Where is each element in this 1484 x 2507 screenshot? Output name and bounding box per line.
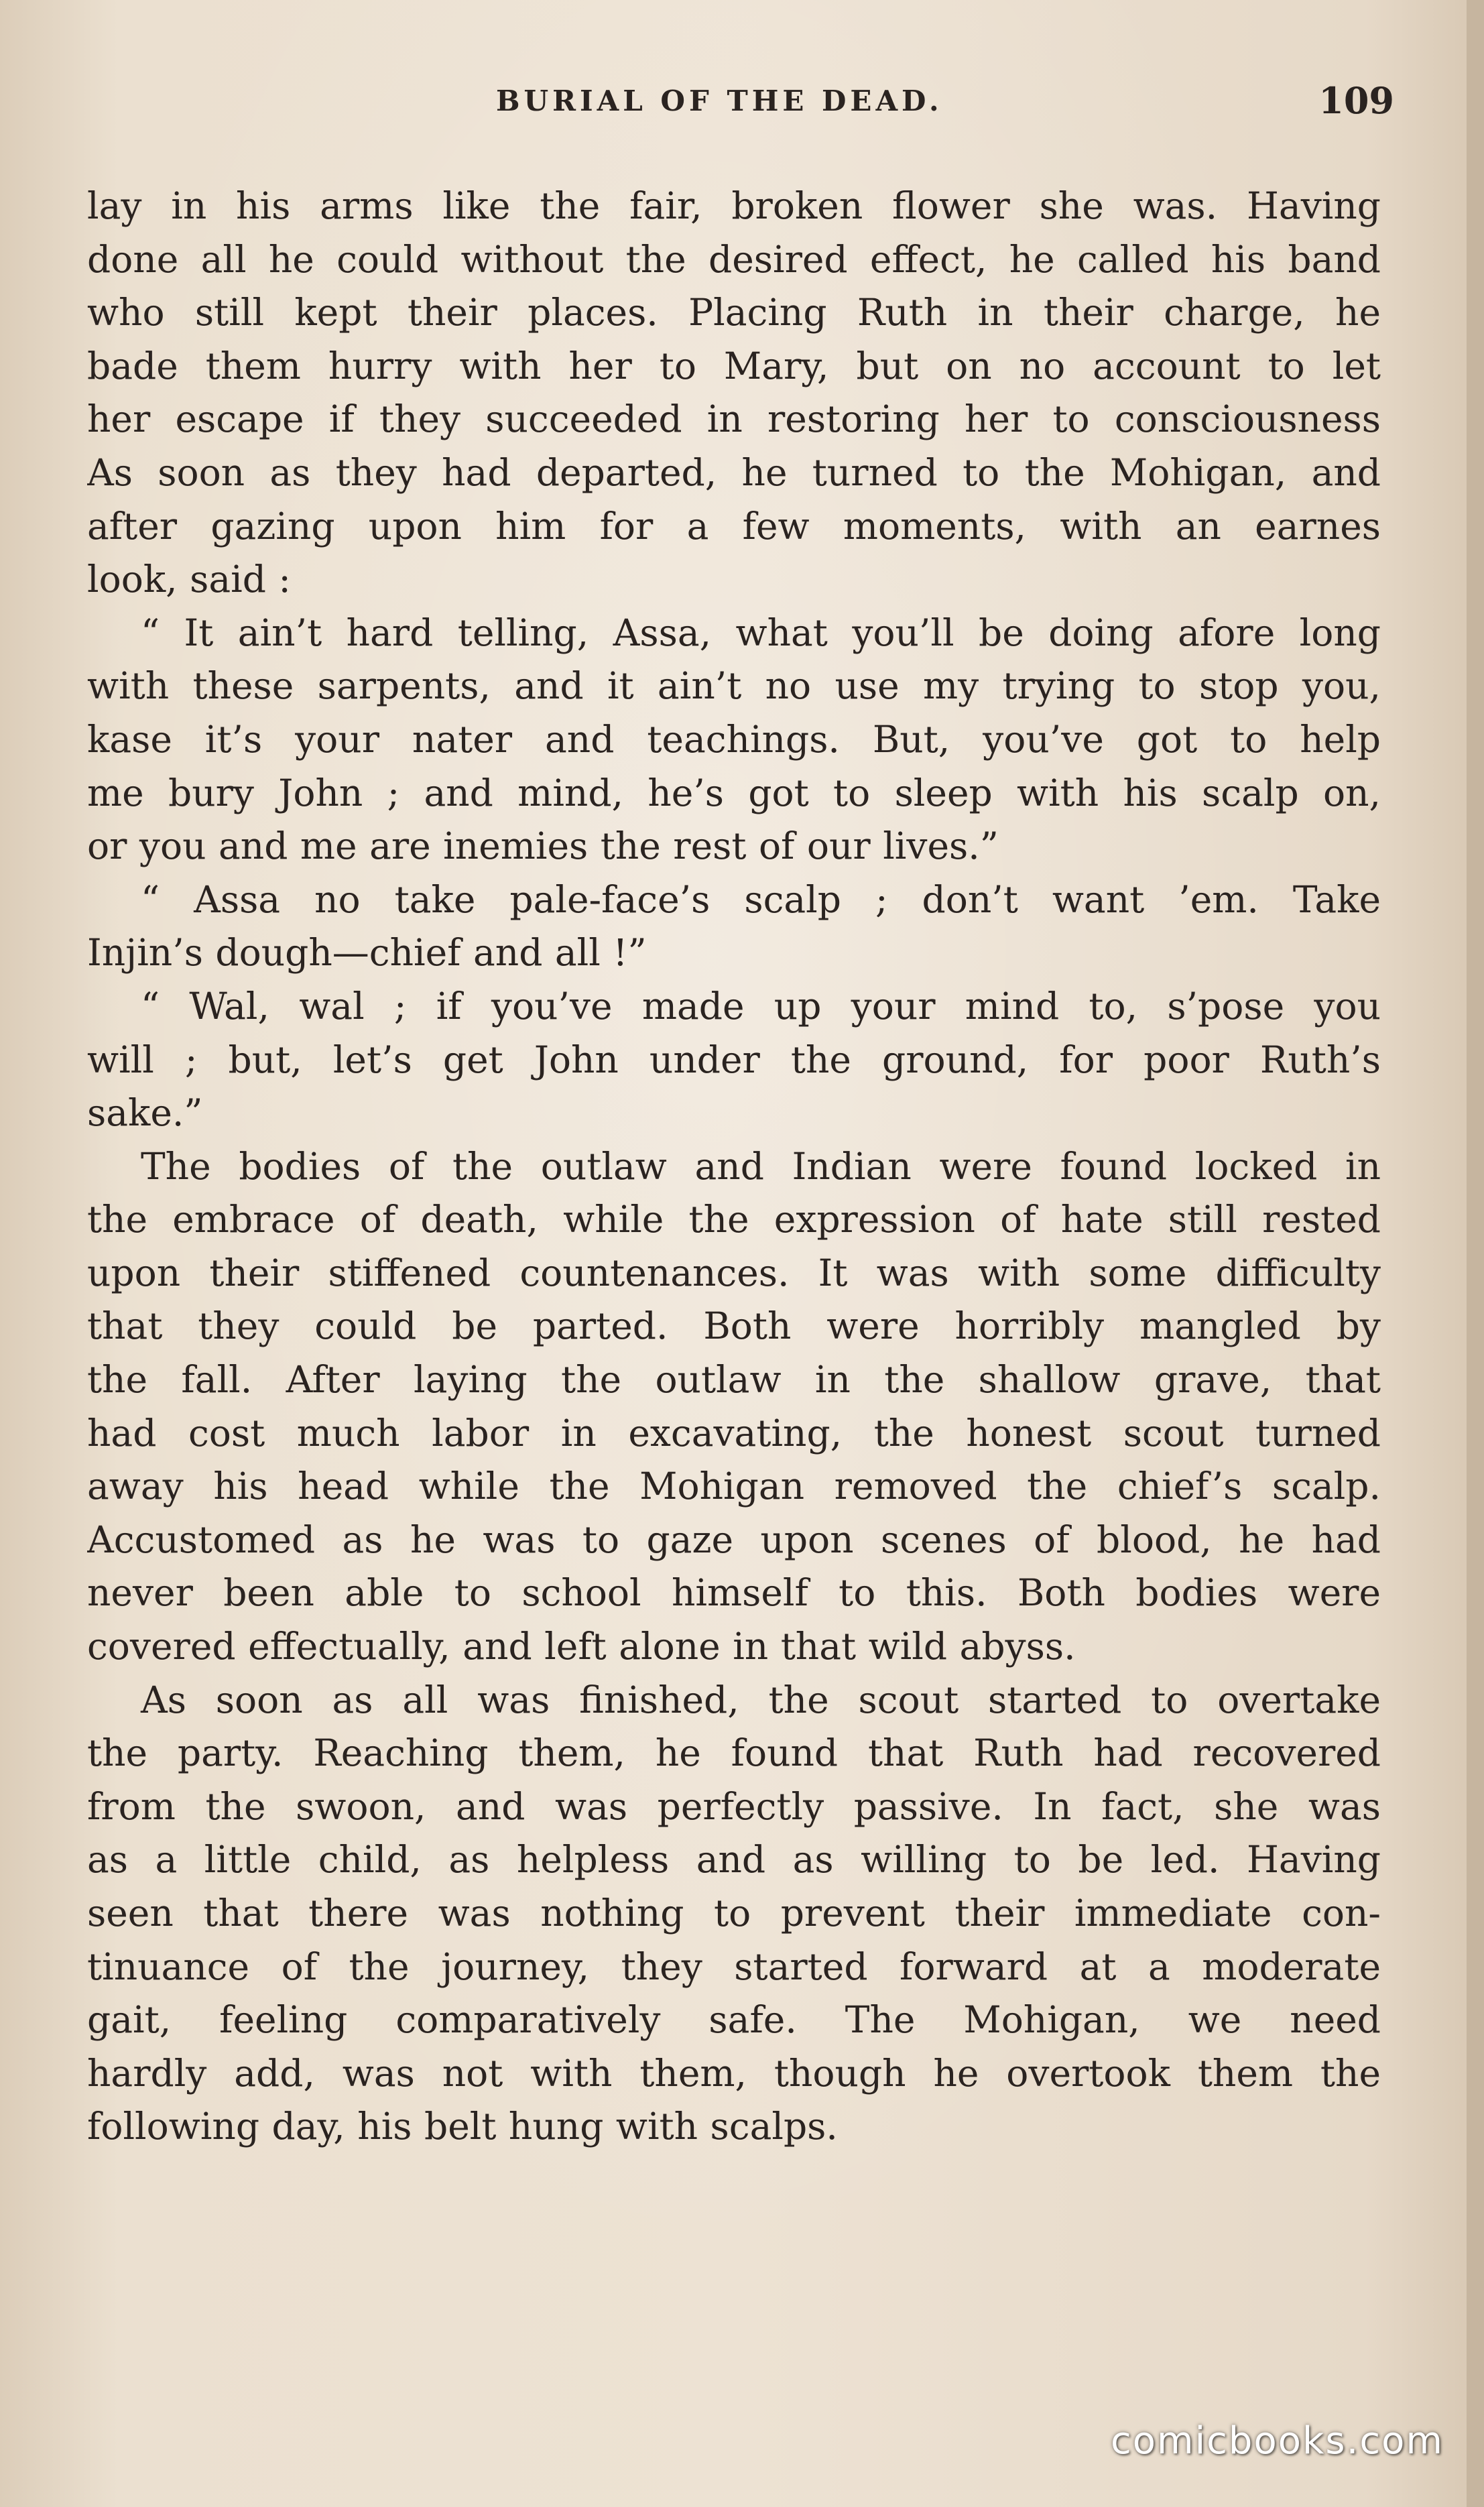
text-line: will ; but, let’s get John under the ground, for poor Ruth’s xyxy=(87,1038,1381,1081)
text-line: that they could be parted. Both were horribly mangled by xyxy=(87,1304,1381,1348)
text-line: seen that there was nothing to prevent their immediate con- xyxy=(87,1892,1381,1935)
text-line: the party. Reaching them, he found that Ruth had recovered xyxy=(87,1731,1381,1775)
text-line: kase it’s your nater and teachings. But, you’ve got to help xyxy=(87,717,1381,761)
text-line: away his head while the Mohigan removed the chief’s scalp. xyxy=(87,1465,1381,1508)
watermark: comicbooks.com xyxy=(1110,2419,1444,2463)
page-number: 109 xyxy=(1318,79,1394,122)
text-line: lay in his arms like the fair, broken flower she was. Having xyxy=(87,184,1381,227)
text-line: the embrace of death, while the expression of hate still rested xyxy=(87,1198,1381,1241)
text-line: the fall. After laying the outlaw in the shallow grave, that xyxy=(87,1358,1381,1402)
text-line: with these sarpents, and it ain’t no use my trying to stop you, xyxy=(87,664,1381,708)
text-line: bade them hurry with her to Mary, but on no account to let xyxy=(87,344,1381,387)
text-line: look, said : xyxy=(87,558,291,601)
text-line: after gazing upon him for a few moments, with an earnes xyxy=(87,504,1381,548)
text-line: hardly add, was not with them, though he overtook them the xyxy=(87,2051,1381,2095)
text-line: As soon as all was finished, the scout started to overtake xyxy=(141,1678,1381,1721)
text-line: upon their stiffened countenances. It was with some difficulty xyxy=(87,1251,1381,1294)
running-head: BURIAL OF THE DEAD. xyxy=(496,84,943,117)
text-line: or you and me are inemies the rest of our lives.” xyxy=(87,824,999,868)
text-line: “ Wal, wal ; if you’ve made up your mind to, s’pose you xyxy=(141,984,1381,1028)
text-line: from the swoon, and was perfectly passive. In fact, she was xyxy=(87,1784,1381,1828)
text-line: tinuance of the journey, they started forward at a moderate xyxy=(87,1945,1381,1988)
text-line: Injin’s dough—chief and all !” xyxy=(87,931,647,975)
text-line: “ It ain’t hard telling, Assa, what you’ll be doing afore long xyxy=(141,611,1381,654)
text-line: had cost much labor in excavating, the honest scout turned xyxy=(87,1411,1381,1455)
text-line: Accustomed as he was to gaze upon scenes of blood, he had xyxy=(87,1518,1381,1561)
body-text xyxy=(87,180,1381,2154)
page-spine-edge xyxy=(1467,0,1484,2507)
text-line: gait, feeling comparatively safe. The Mohigan, we need xyxy=(87,1998,1381,2042)
text-line: sake.” xyxy=(87,1091,203,1135)
text-line: done all he could without the desired effect, he called his band xyxy=(87,237,1381,281)
text-line: who still kept their places. Placing Ruth in their charge, he xyxy=(87,291,1381,334)
text-line: following day, his belt hung with scalps. xyxy=(87,2105,838,2148)
text-line: me bury John ; and mind, he’s got to sleep with his scalp on, xyxy=(87,771,1381,814)
text-line: as a little child, as helpless and as willing to be led. Having xyxy=(87,1838,1381,1882)
text-line: never been able to school himself to this. Both bodies were xyxy=(87,1571,1381,1615)
text-line: covered effectually, and left alone in that wild abyss. xyxy=(87,1625,1076,1668)
text-line: As soon as they had departed, he turned to the Mohigan, and xyxy=(87,450,1381,494)
text-line: her escape if they succeeded in restoring her to consciousness xyxy=(87,398,1381,441)
text-line: “ Assa no take pale-face’s scalp ; don’t want ’em. Take xyxy=(141,877,1381,921)
text-line: The bodies of the outlaw and Indian were found locked in xyxy=(141,1144,1381,1188)
page-header xyxy=(87,79,1394,126)
